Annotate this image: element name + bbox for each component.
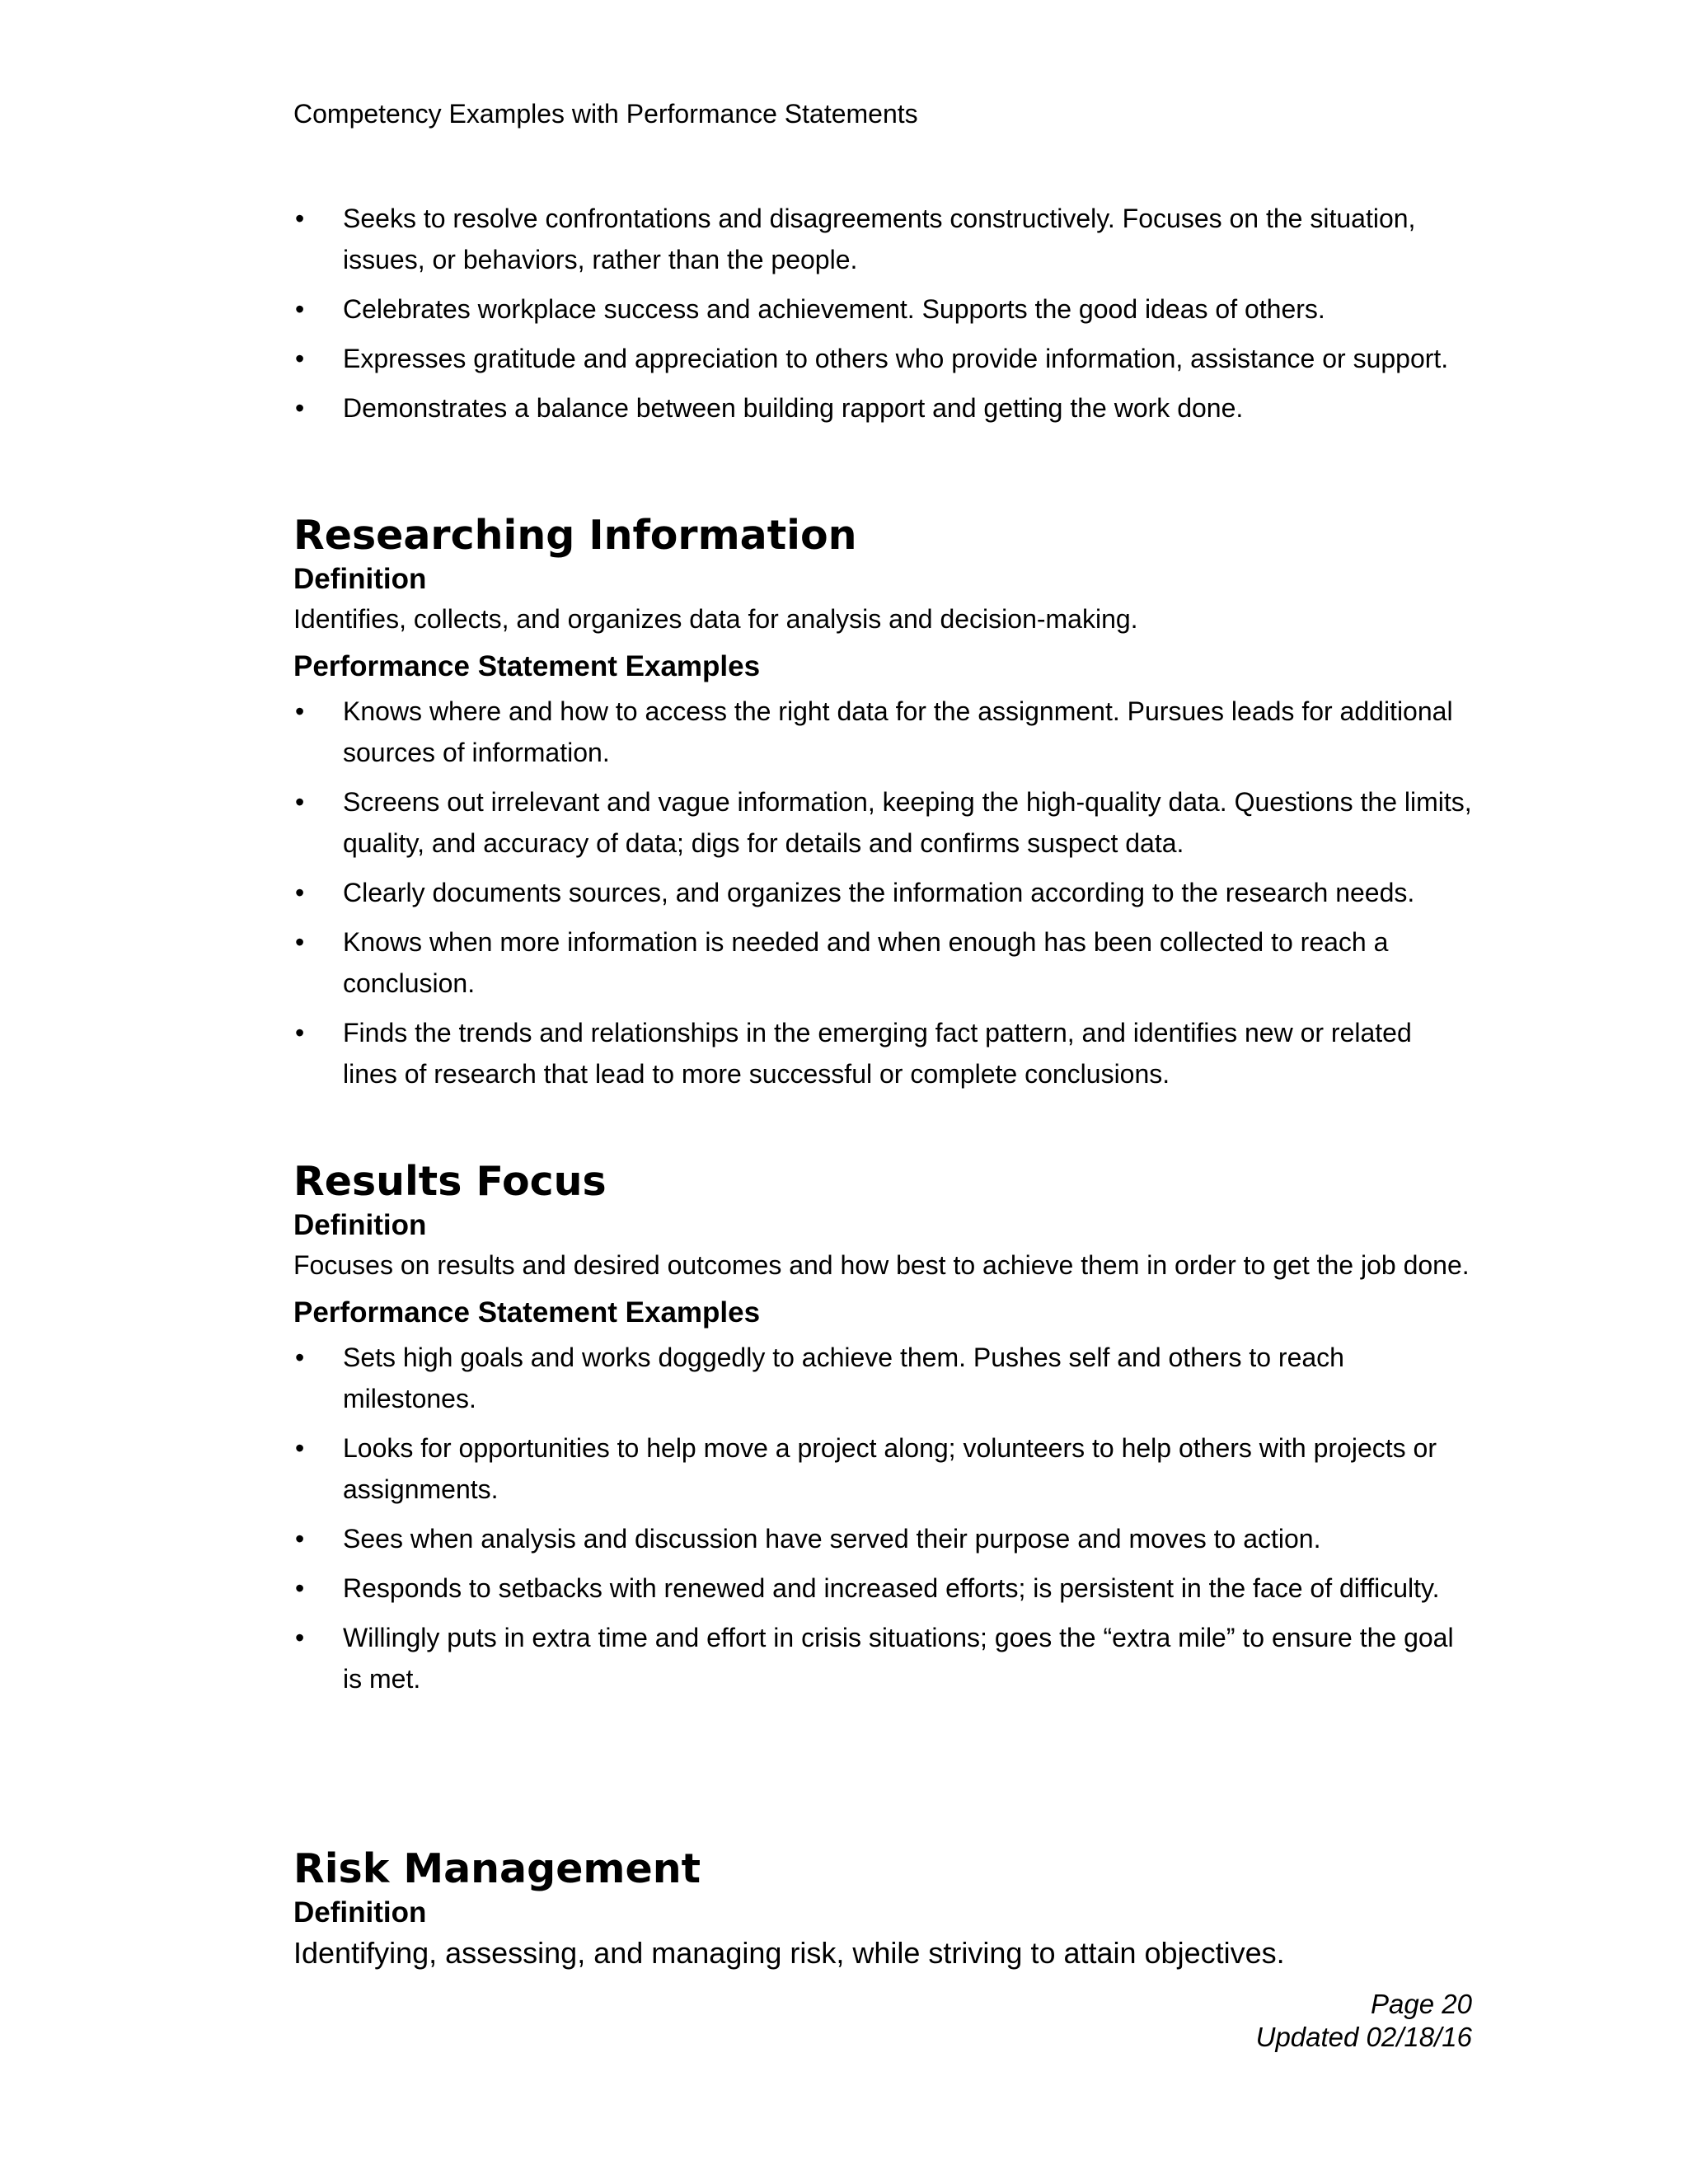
list-item-text: Knows when more information is needed and when enough has been collected to reach a conclusion.: [343, 927, 1389, 998]
list-item: [293, 198, 1472, 280]
definition-heading: Definition: [293, 1896, 427, 1929]
list-item-text: Celebrates workplace success and achievement. Supports the good ideas of others.: [343, 294, 1325, 324]
examples-heading: Performance Statement Examples: [293, 650, 761, 682]
updated-date: Updated 02/18/16: [1255, 2022, 1472, 2052]
list-item-text: Willingly puts in extra time and effort in crisis situations; goes the “extra mile” to ensure the goal is met.: [343, 1623, 1454, 1694]
definition-text: Identifying, assessing, and managing risk, while striving to attain objectives.: [293, 1936, 1285, 1970]
page-number: Page 20: [1371, 1989, 1472, 2019]
section-risk-management: [293, 1844, 1472, 1983]
bullet-icon: •: [295, 1524, 305, 1554]
list-item-text: Looks for opportunities to help move a project along; volunteers to help others with projects or assignments.: [343, 1433, 1437, 1504]
bullet-icon: •: [295, 1433, 305, 1463]
list-item: [293, 781, 1472, 864]
section-title: Risk Management: [293, 1845, 701, 1892]
list-item: [293, 1518, 1472, 1559]
list-item: [293, 1427, 1472, 1510]
list-item: [293, 872, 1472, 913]
list-item-text: Clearly documents sources, and organizes the information according to the research needs.: [343, 878, 1415, 907]
bullet-icon: •: [295, 927, 305, 957]
list-item-text: Sees when analysis and discussion have served their purpose and moves to action.: [343, 1524, 1321, 1554]
bullet-icon: •: [295, 204, 305, 233]
bullet-icon: •: [295, 878, 305, 907]
bullet-icon: •: [295, 1343, 305, 1372]
examples-bullet-list: [293, 691, 1472, 1094]
definition-heading: Definition: [293, 1209, 427, 1241]
section-results-focus: [293, 1157, 1472, 1708]
bullet-icon: •: [295, 787, 305, 817]
running-header: Competency Examples with Performance Statements: [293, 99, 918, 129]
bullet-icon: •: [295, 294, 305, 324]
intro-bullet-list: [293, 198, 1472, 437]
bullet-icon: •: [295, 696, 305, 726]
section-title: Results Focus: [293, 1158, 607, 1205]
examples-bullet-list: [293, 1337, 1472, 1699]
list-item-text: Demonstrates a balance between building rapport and getting the work done.: [343, 393, 1244, 423]
bullet-icon: •: [295, 1623, 305, 1652]
list-item-text: Expresses gratitude and appreciation to others who provide information, assistance or support.: [343, 344, 1449, 373]
list-item-text: Knows where and how to access the right data for the assignment. Pursues leads for additional sources of information.: [343, 696, 1453, 767]
list-item: [293, 1617, 1472, 1699]
list-item: [293, 387, 1472, 429]
list-item: [293, 1337, 1472, 1419]
list-item-text: Finds the trends and relationships in the emerging fact pattern, and identifies new or related lines of research that lead to more successful or complete conclusions.: [343, 1018, 1412, 1089]
list-item-text: Sets high goals and works doggedly to achieve them. Pushes self and others to reach milestones.: [343, 1343, 1344, 1413]
definition-heading: Definition: [293, 563, 427, 595]
section-title: Researching Information: [293, 512, 857, 559]
section-researching-information: [293, 511, 1472, 1103]
bullet-icon: •: [295, 1573, 305, 1603]
list-item: [293, 1012, 1472, 1094]
list-item-text: Seeks to resolve confrontations and disagreements constructively. Focuses on the situation, issues, or behaviors, rather than the people.: [343, 204, 1416, 274]
bullet-icon: •: [295, 344, 305, 373]
examples-heading: Performance Statement Examples: [293, 1296, 761, 1329]
document-page: [293, 0, 1472, 2184]
page-footer: [1256, 1988, 1472, 2054]
bullet-icon: •: [295, 1018, 305, 1047]
list-item: [293, 691, 1472, 773]
list-item: [293, 921, 1472, 1004]
list-item-text: Screens out irrelevant and vague information, keeping the high-quality data. Questions the limits, quality, and accuracy of data; digs for details and confirms suspect data.: [343, 787, 1472, 858]
bullet-icon: •: [295, 393, 305, 423]
list-item-text: Responds to setbacks with renewed and increased efforts; is persistent in the face of difficulty.: [343, 1573, 1440, 1603]
definition-text: Focuses on results and desired outcomes and how best to achieve them in order to get the job done.: [293, 1250, 1470, 1280]
definition-text: Identifies, collects, and organizes data for analysis and decision-making.: [293, 604, 1138, 634]
list-item: [293, 288, 1472, 330]
list-item: [293, 1568, 1472, 1609]
list-item: [293, 338, 1472, 379]
